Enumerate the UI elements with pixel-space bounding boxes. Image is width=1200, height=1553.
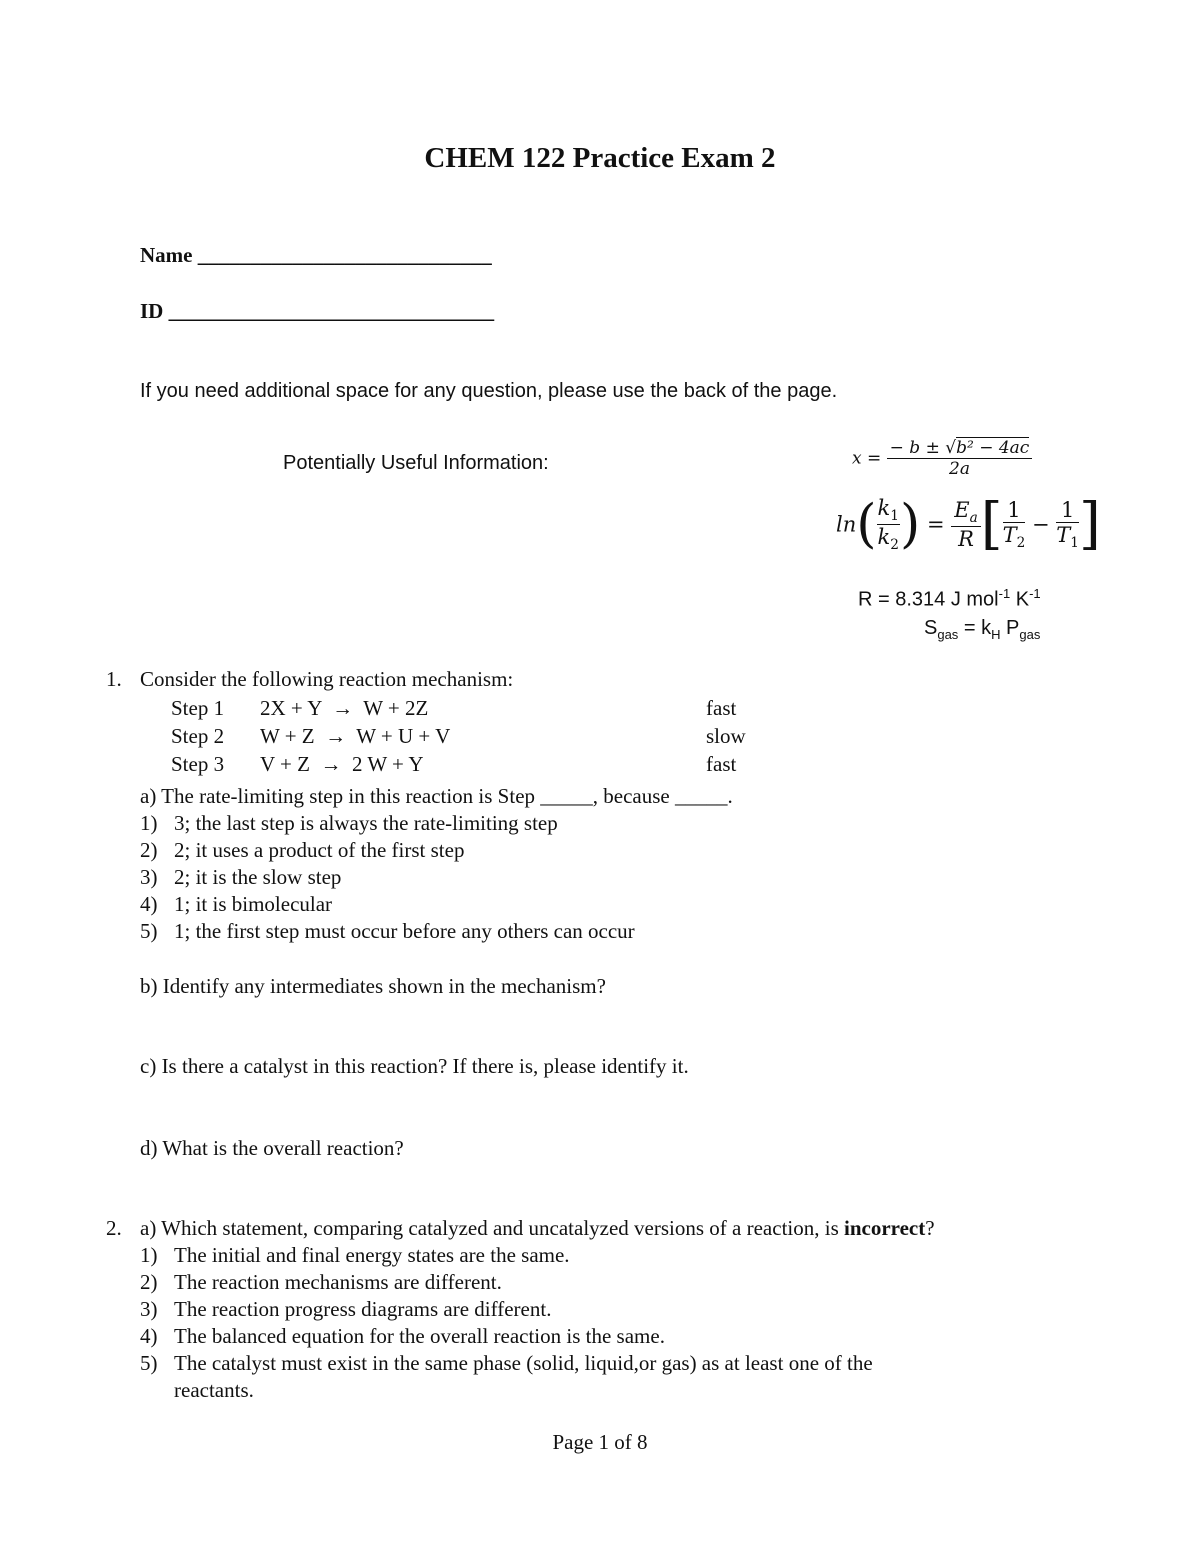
question-2a-prompt: a) Which statement, comparing catalyzed and uncatalyzed versions of a reaction, is incorrect? (140, 1216, 935, 1240)
question-1a-option-3[interactable]: 3) 2; it is the slow step (140, 865, 342, 889)
gas-constant: R = 8.314 J mol$^{-1}$ $K^{-1}$ (858, 586, 1041, 611)
question-2a-option-2[interactable]: 2) The reaction mechanisms are different. (140, 1270, 502, 1294)
question-1a-option-4[interactable]: 4) 1; it is bimolecular (140, 892, 333, 916)
mechanism-step-3: Step 3 V + Z → 2 W + Y fast (171, 752, 737, 776)
name-blank[interactable]: ____________________________ (197, 243, 492, 267)
id-label: ID (140, 299, 164, 323)
page-footer: Page 1 of 8 (552, 1430, 648, 1454)
name-field[interactable] (140, 243, 492, 268)
question-1-number: 1. (106, 667, 122, 691)
question-2a-option-1[interactable]: 1) The initial and final energy states are the same. (140, 1243, 570, 1267)
quadratic-formula: x = $\frac{\text{− b ± √b² − 4ac}}{2a}$ (852, 438, 1032, 479)
emphasis-incorrect: incorrect (844, 1216, 926, 1240)
question-1b-prompt: b) Identify any intermediates shown in the mechanism? (140, 974, 606, 998)
question-1-prompt: Consider the following reaction mechanism: (140, 667, 514, 691)
question-1d-prompt: d) What is the overall reaction? (140, 1136, 404, 1160)
question-1a-option-1[interactable]: 1) 3; the last step is always the rate-limiting step (140, 811, 558, 835)
question-1a-option-2[interactable]: 2) 2; it uses a product of the first step (140, 838, 465, 862)
question-2a-option-5-continued: reactants. (174, 1378, 254, 1402)
mechanism-step-2: Step 2 W + Z → W + U + V slow (171, 724, 746, 748)
mechanism-step-1: Step 1 2X + Y → W + 2Z fast (171, 696, 737, 720)
id-blank[interactable]: _______________________________ (168, 299, 495, 323)
question-2a-option-3[interactable]: 3) The reaction progress diagrams are different. (140, 1297, 552, 1321)
question-1a-prompt: a) The rate-limiting step in this reaction is Step _____, because _____. (140, 784, 733, 808)
question-1a-option-5[interactable]: 5) 1; the first step must occur before any others can occur (140, 919, 635, 943)
henrys-law: $S_{gas} = k_H$ $P_{gas}$ (924, 617, 1041, 642)
question-2a-option-4[interactable]: 4) The balanced equation for the overall reaction is the same. (140, 1324, 665, 1348)
id-field[interactable] (140, 299, 494, 324)
info-label: Potentially Useful Information: (283, 452, 549, 474)
exam-title: CHEM 122 Practice Exam 2 (424, 142, 776, 174)
question-1c-prompt: c) Is there a catalyst in this reaction? If there is, please identify it. (140, 1054, 689, 1078)
question-2a-option-5[interactable]: 5) The catalyst must exist in the same phase (solid, liquid,or gas) as at least one of the (140, 1351, 873, 1375)
name-label: Name (140, 243, 193, 267)
instructions: If you need additional space for any question, please use the back of the page. (140, 380, 838, 402)
question-2-number: 2. (106, 1216, 122, 1240)
arrhenius-equation: ln( $\frac{k_1}{k_2}$ ) = $\frac{E_a}{R}$ [ $\frac{1}{T_2}$ − $\frac{1}{T_1}$ ] (836, 491, 1101, 557)
